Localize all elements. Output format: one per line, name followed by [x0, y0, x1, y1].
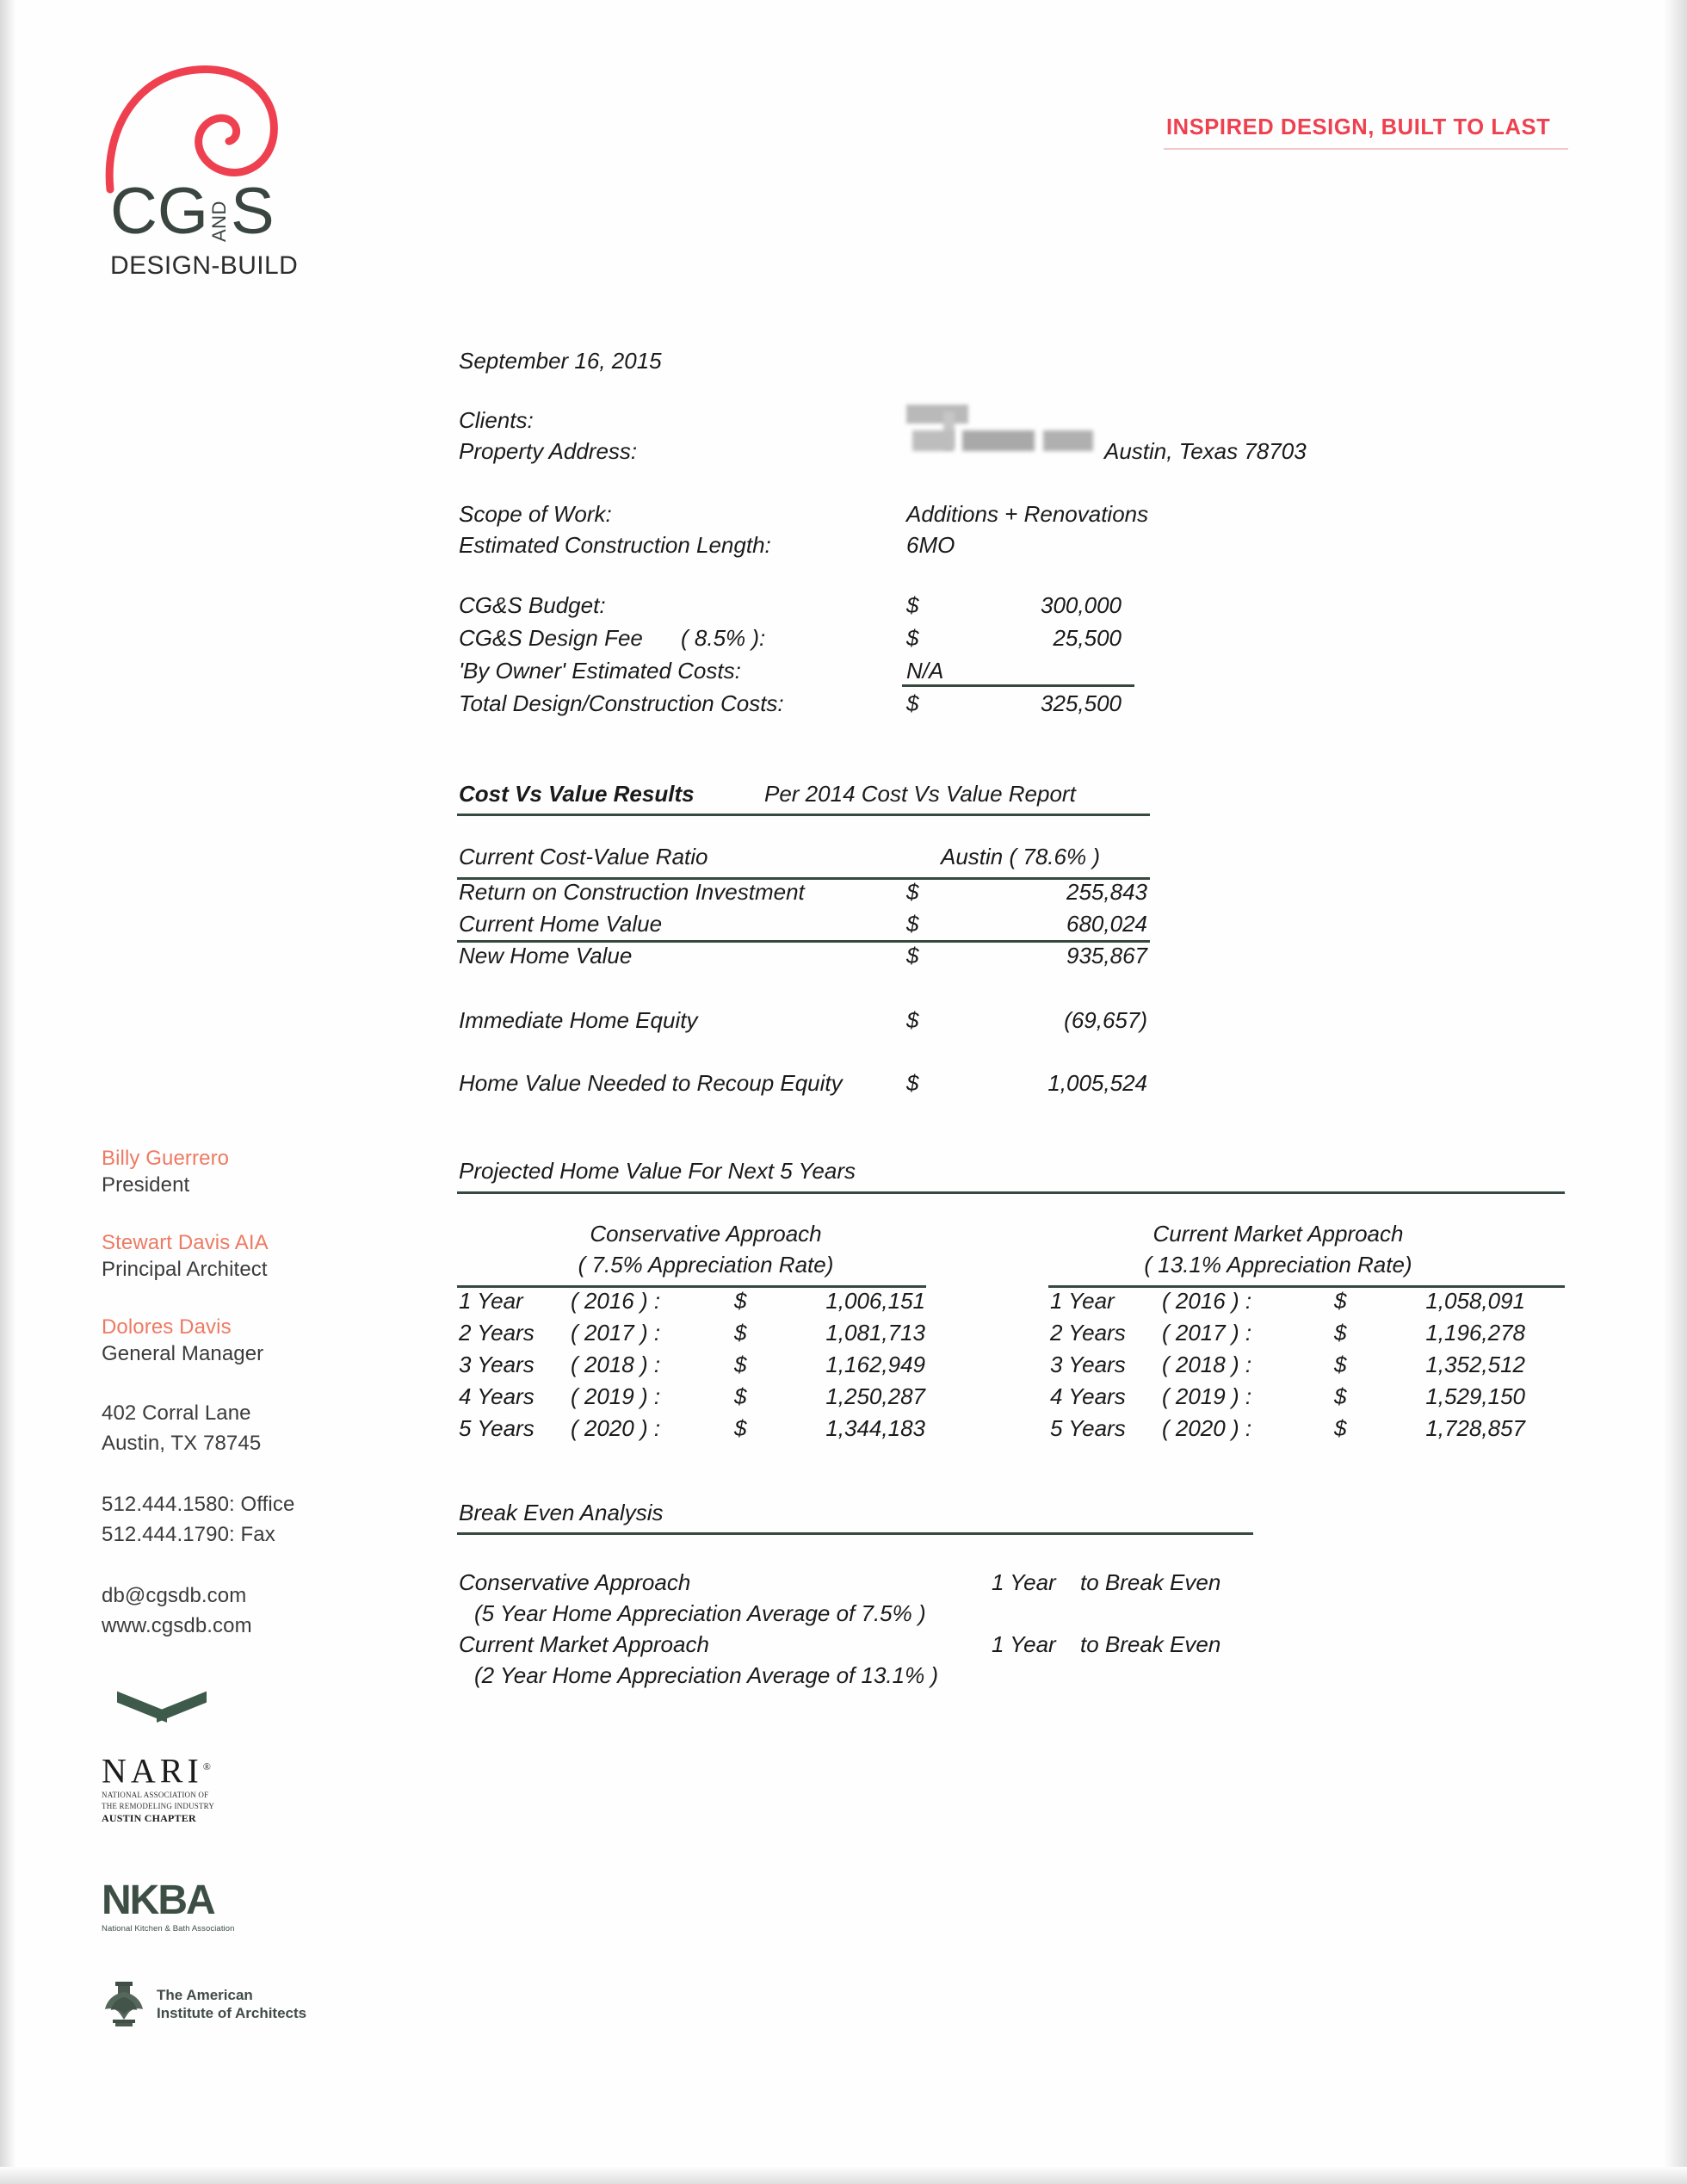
logo-wordmark	[110, 174, 275, 249]
current-market-table	[1050, 1288, 1566, 1447]
immediate-equity-currency: $	[906, 1007, 919, 1033]
table-row	[459, 625, 1147, 658]
projection-title-rule	[457, 1191, 1565, 1194]
person-role: Principal Architect	[102, 1258, 268, 1281]
value-construction-length: 6MO	[906, 532, 955, 558]
person-role: President	[102, 1173, 190, 1197]
budget-currency: $	[906, 625, 919, 651]
table-row	[459, 1415, 941, 1447]
currency-symbol: $	[734, 1352, 747, 1377]
registered-mark-icon: ®	[202, 1760, 215, 1773]
label-clients: Clients:	[459, 407, 534, 433]
currency-symbol: $	[1334, 1288, 1347, 1314]
nari-chapter: AUSTIN CHAPTER	[102, 1812, 196, 1825]
cvv-divider-rule	[457, 940, 1150, 943]
table-row	[459, 1288, 941, 1320]
immediate-equity-label: Immediate Home Equity	[459, 1007, 698, 1033]
table-row	[459, 592, 1147, 625]
projected-amount: 1,352,512	[1425, 1352, 1525, 1377]
spacer	[102, 1367, 386, 1398]
page-edge-right	[1665, 0, 1687, 2184]
logo-s-text: S	[231, 175, 275, 248]
nari-subline-2: THE REMODELING INDUSTRY	[102, 1802, 215, 1811]
nari-wordmark	[102, 1749, 231, 1791]
conservative-table	[459, 1288, 941, 1447]
aia-eagle-seal-icon	[102, 1980, 146, 2028]
table-row	[1050, 1288, 1566, 1320]
table-row	[1050, 1320, 1566, 1352]
person-name: Billy Guerrero	[102, 1147, 230, 1170]
office-address-line-2: Austin, TX 78745	[102, 1432, 262, 1455]
office-phone: 512.444.1580: Office	[102, 1493, 295, 1516]
break-even-result: to Break Even	[1080, 1569, 1221, 1595]
break-even-title: Break Even Analysis	[459, 1500, 664, 1525]
aia-logo	[102, 1980, 351, 2028]
logo-cg-text: CG	[110, 175, 208, 248]
redacted-client-name	[906, 405, 968, 424]
table-row	[459, 690, 1147, 723]
break-even-rule	[457, 1532, 1253, 1535]
term-label: 3 Years	[459, 1352, 535, 1377]
table-row	[459, 1383, 941, 1415]
currency-symbol: $	[734, 1383, 747, 1409]
redacted-street-type	[1043, 430, 1093, 451]
budget-currency: N/A	[906, 658, 944, 684]
current-market-rate: ( 13.1% Appreciation Rate)	[1144, 1252, 1412, 1278]
document-date: September 16, 2015	[459, 348, 662, 374]
year-label: ( 2019 ) :	[1162, 1383, 1252, 1409]
nkba-subline: National Kitchen & Bath Association	[102, 1924, 235, 1933]
year-label: ( 2020 ) :	[571, 1415, 661, 1441]
aia-name-line-2: Institute of Architects	[157, 2005, 307, 2021]
term-label: 1 Year	[459, 1288, 523, 1314]
term-label: 5 Years	[459, 1415, 535, 1441]
cvv-label: Return on Construction Investment	[459, 879, 805, 905]
cost-value-ratio-label: Current Cost-Value Ratio	[459, 844, 708, 869]
projected-amount: 1,058,091	[1425, 1288, 1525, 1314]
immediate-equity-amount: (69,657)	[1064, 1007, 1147, 1033]
cgs-logo	[102, 60, 334, 280]
table-row	[459, 1320, 941, 1352]
table-row	[1050, 1383, 1566, 1415]
currency-symbol: $	[1334, 1383, 1347, 1409]
cvv-currency: $	[906, 911, 919, 937]
cvv-currency: $	[906, 943, 919, 968]
redacted-address-number	[912, 430, 954, 451]
budget-amount: 25,500	[1053, 625, 1122, 651]
table-row	[1050, 1415, 1566, 1447]
year-label: ( 2019 ) :	[571, 1383, 661, 1409]
currency-symbol: $	[734, 1415, 747, 1441]
budget-label: CG&S Budget:	[459, 592, 606, 618]
nkba-logo	[102, 1880, 300, 1933]
term-label: 2 Years	[459, 1320, 535, 1346]
aia-name-line-1: The American	[157, 1987, 253, 2003]
spacer	[102, 1458, 386, 1489]
budget-paren: ( 8.5% ):	[681, 625, 766, 651]
budget-currency: $	[906, 592, 919, 618]
conservative-rate: ( 7.5% Appreciation Rate)	[578, 1252, 834, 1278]
cvv-label: Current Home Value	[459, 911, 663, 937]
value-property-city: Austin, Texas 78703	[1104, 438, 1307, 464]
table-row	[459, 911, 1156, 943]
logo-subtitle: DESIGN-BUILD	[110, 251, 299, 280]
cost-vs-value-title: Cost Vs Value Results	[459, 781, 695, 807]
projected-amount: 1,006,151	[825, 1288, 925, 1314]
conservative-heading: Conservative Approach	[590, 1221, 822, 1247]
spacer	[102, 1550, 386, 1581]
recoup-equity-amount: 1,005,524	[1047, 1070, 1147, 1096]
logo-and-text: AND	[208, 201, 230, 242]
person-name: Dolores Davis	[102, 1315, 232, 1339]
term-label: 4 Years	[459, 1383, 535, 1409]
term-label: 4 Years	[1050, 1383, 1126, 1409]
projected-amount: 1,728,857	[1425, 1415, 1525, 1441]
fax-number: 512.444.1790: Fax	[102, 1523, 275, 1546]
nari-word-text: NARI	[102, 1751, 203, 1791]
year-label: ( 2018 ) :	[1162, 1352, 1252, 1377]
sidebar-contact-block	[102, 1145, 386, 1641]
projected-amount: 1,162,949	[825, 1352, 925, 1377]
term-label: 3 Years	[1050, 1352, 1126, 1377]
budget-amount: 325,500	[1041, 690, 1122, 716]
cost-vs-value-table	[459, 879, 1156, 974]
budget-label: Total Design/Construction Costs:	[459, 690, 784, 716]
year-label: ( 2017 ) :	[1162, 1320, 1252, 1346]
label-property-address: Property Address:	[459, 438, 638, 464]
cost-vs-value-subtitle: Per 2014 Cost Vs Value Report	[764, 781, 1076, 807]
budget-label: CG&S Design Fee	[459, 625, 643, 651]
nari-subline-1: NATIONAL ASSOCIATION OF	[102, 1791, 209, 1800]
budget-currency: $	[906, 690, 919, 716]
recoup-equity-currency: $	[906, 1070, 919, 1096]
table-row	[459, 1352, 941, 1383]
page-edge-left	[0, 0, 15, 2184]
current-market-heading: Current Market Approach	[1152, 1221, 1404, 1247]
projection-title: Projected Home Value For Next 5 Years	[459, 1158, 856, 1184]
website-link[interactable]: www.cgsdb.com	[102, 1614, 252, 1637]
year-label: ( 2020 ) :	[1162, 1415, 1252, 1441]
budget-total-rule	[902, 684, 1134, 687]
spacer	[102, 1198, 386, 1229]
projected-amount: 1,344,183	[825, 1415, 925, 1441]
projected-amount: 1,081,713	[825, 1320, 925, 1346]
currency-symbol: $	[1334, 1415, 1347, 1441]
table-row	[1050, 1352, 1566, 1383]
projected-amount: 1,196,278	[1425, 1320, 1525, 1346]
label-construction-length: Estimated Construction Length:	[459, 532, 771, 558]
aia-name	[157, 1986, 306, 2022]
label-scope-of-work: Scope of Work:	[459, 501, 612, 527]
recoup-equity-label: Home Value Needed to Recoup Equity	[459, 1070, 843, 1096]
projected-amount: 1,529,150	[1425, 1383, 1525, 1409]
cvv-amount: 935,867	[1066, 943, 1147, 968]
year-label: ( 2016 ) :	[1162, 1288, 1252, 1314]
header-tagline-rule	[1164, 148, 1568, 150]
person-role: General Manager	[102, 1342, 264, 1365]
term-label: 5 Years	[1050, 1415, 1126, 1441]
break-even-approach: Current Market Approach	[459, 1631, 709, 1657]
break-even-term: 1 Year	[992, 1631, 1056, 1657]
currency-symbol: $	[734, 1320, 747, 1346]
term-label: 2 Years	[1050, 1320, 1126, 1346]
year-label: ( 2017 ) :	[571, 1320, 661, 1346]
office-address-line-1: 402 Corral Lane	[102, 1401, 251, 1425]
break-even-result: to Break Even	[1080, 1631, 1221, 1657]
nari-logo	[102, 1711, 231, 1824]
currency-symbol: $	[734, 1288, 747, 1314]
budget-table	[459, 592, 1147, 723]
cvv-amount: 680,024	[1066, 911, 1147, 937]
break-even-detail: (5 Year Home Appreciation Average of 7.5% )	[474, 1600, 926, 1626]
nari-roof-icon	[117, 1711, 207, 1746]
redacted-street-name	[962, 430, 1035, 451]
nkba-wordmark: NKBA	[102, 1878, 214, 1923]
projected-amount: 1,250,287	[825, 1383, 925, 1409]
break-even-term: 1 Year	[992, 1569, 1056, 1595]
budget-amount: 300,000	[1041, 592, 1122, 618]
cost-vs-value-rule	[457, 814, 1150, 816]
break-even-approach: Conservative Approach	[459, 1569, 691, 1595]
value-scope-of-work: Additions + Renovations	[906, 501, 1149, 527]
cvv-amount: 255,843	[1066, 879, 1147, 905]
header-tagline: INSPIRED DESIGN, BUILT TO LAST	[1166, 115, 1551, 139]
currency-symbol: $	[1334, 1320, 1347, 1346]
currency-symbol: $	[1334, 1352, 1347, 1377]
table-row	[459, 943, 1156, 974]
break-even-detail: (2 Year Home Appreciation Average of 13.1% )	[474, 1662, 939, 1688]
table-row	[459, 879, 1156, 911]
email-link[interactable]: db@cgsdb.com	[102, 1584, 247, 1607]
page-edge-bottom	[0, 2167, 1687, 2184]
year-label: ( 2018 ) :	[571, 1352, 661, 1377]
cost-value-ratio-value: Austin ( 78.6% )	[941, 844, 1100, 869]
year-label: ( 2016 ) :	[571, 1288, 661, 1314]
person-name: Stewart Davis AIA	[102, 1231, 269, 1254]
term-label: 1 Year	[1050, 1288, 1115, 1314]
cvv-label: New Home Value	[459, 943, 633, 968]
spacer	[102, 1283, 386, 1314]
cvv-currency: $	[906, 879, 919, 905]
budget-label: 'By Owner' Estimated Costs:	[459, 658, 741, 684]
